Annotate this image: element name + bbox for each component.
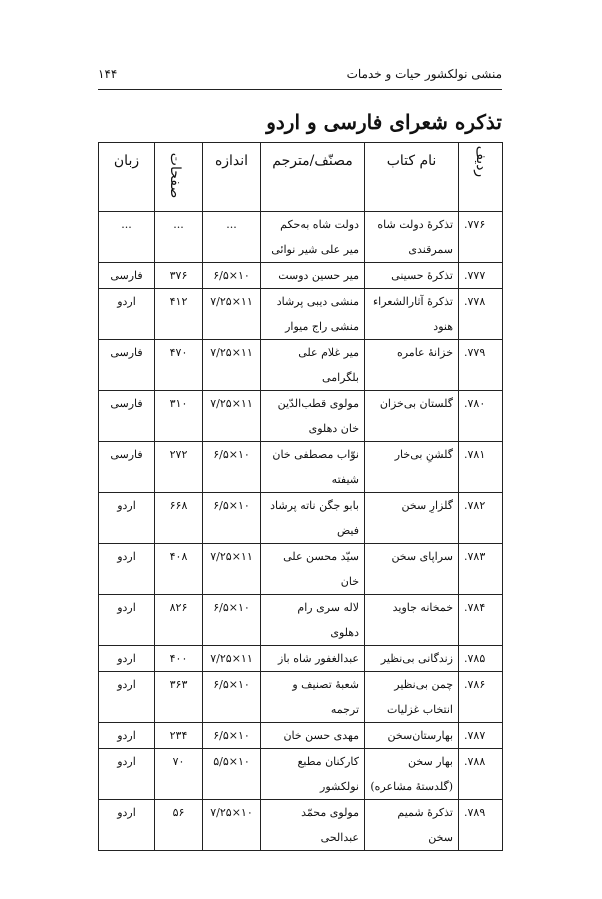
- catalog-table: [98, 142, 503, 851]
- table-row: [99, 672, 503, 723]
- header-size: اندازه: [203, 143, 261, 212]
- book-language: فارسی: [99, 263, 155, 289]
- table-row: [99, 646, 503, 672]
- page-count: ۲۳۴: [155, 723, 203, 749]
- row-number: ۷۷۸.: [459, 289, 503, 340]
- row-number: ۷۷۹.: [459, 340, 503, 391]
- table-row: [99, 493, 503, 544]
- book-size: ۷/۲۵×۱۱: [203, 646, 261, 672]
- page-count: ۳۶۳: [155, 672, 203, 723]
- book-language: اردو: [99, 493, 155, 544]
- row-number: ۷۸۶.: [459, 672, 503, 723]
- row-number: ۷۸۵.: [459, 646, 503, 672]
- author-name: میر غلام علی بلگرامی: [261, 340, 365, 391]
- author-name: بابو جگن ناته پرشاد فیض: [261, 493, 365, 544]
- author-name: شعبهٔ تصنیف و ترجمه: [261, 672, 365, 723]
- page-count: ۸۲۶: [155, 595, 203, 646]
- row-number: ۷۸۲.: [459, 493, 503, 544]
- row-number: ۷۷۶.: [459, 212, 503, 263]
- table-row: [99, 800, 503, 851]
- book-title: بهار سخن (گلدستهٔ مشاعره): [365, 749, 459, 800]
- table-row: [99, 442, 503, 493]
- book-title: بهارستان‌سخن: [365, 723, 459, 749]
- page-count: ۴۰۸: [155, 544, 203, 595]
- page-count: ۶۶۸: [155, 493, 203, 544]
- book-language: اردو: [99, 672, 155, 723]
- book-title: تذکرهٔ دولت شاه سمرقندی: [365, 212, 459, 263]
- row-number: ۷۷۷.: [459, 263, 503, 289]
- book-title: زندگانی بی‌نظیر: [365, 646, 459, 672]
- table-row: [99, 723, 503, 749]
- book-size: ۷/۲۵×۱۱: [203, 391, 261, 442]
- book-language: فارسی: [99, 442, 155, 493]
- book-size: ۷/۲۵×۱۱: [203, 289, 261, 340]
- book-language: فارسی: [99, 391, 155, 442]
- row-number: ۷۸۸.: [459, 749, 503, 800]
- header-language: زبان: [99, 143, 155, 212]
- book-size: ۶/۵×۱۰: [203, 595, 261, 646]
- page-count: ۵۶: [155, 800, 203, 851]
- book-size: ۵/۵×۱۰: [203, 749, 261, 800]
- book-language: ...: [99, 212, 155, 263]
- author-name: کارکنان مطبع نولکشور: [261, 749, 365, 800]
- table-row: [99, 263, 503, 289]
- book-size: ۶/۵×۱۰: [203, 672, 261, 723]
- book-title: خمخانه جاوید: [365, 595, 459, 646]
- book-size: ۷/۲۵×۱۰: [203, 800, 261, 851]
- book-size: ۶/۵×۱۰: [203, 723, 261, 749]
- table-row: [99, 340, 503, 391]
- book-language: فارسی: [99, 340, 155, 391]
- author-name: مولوی محمّد عبدالحی: [261, 800, 365, 851]
- book-language: اردو: [99, 749, 155, 800]
- table-header-row: [99, 143, 503, 212]
- header-author: مصنّف/مترجم: [261, 143, 365, 212]
- book-language: اردو: [99, 595, 155, 646]
- row-number: ۷۸۳.: [459, 544, 503, 595]
- row-number: ۷۸۷.: [459, 723, 503, 749]
- row-number: ۷۸۱.: [459, 442, 503, 493]
- table-row: [99, 391, 503, 442]
- book-title: گلزارِ سخن: [365, 493, 459, 544]
- author-name: لاله سری رام دهلوی: [261, 595, 365, 646]
- header-rule: [98, 89, 502, 90]
- book-title: تذکرهٔ شمیم سخن: [365, 800, 459, 851]
- page-count: ۳۱۰: [155, 391, 203, 442]
- book-size: ...: [203, 212, 261, 263]
- book-size: ۷/۲۵×۱۱: [203, 340, 261, 391]
- page-count: ۷۰: [155, 749, 203, 800]
- table-row: [99, 749, 503, 800]
- author-name: نوّاب مصطفی خان شیفته: [261, 442, 365, 493]
- row-number: ۷۸۴.: [459, 595, 503, 646]
- page-count: ۴۷۰: [155, 340, 203, 391]
- running-title: منشی نولکشور حیات و خدمات: [346, 67, 502, 81]
- author-name: عبدالغفور شاه باز: [261, 646, 365, 672]
- book-title: تذکرهٔ حسینی: [365, 263, 459, 289]
- header-title: نام کتاب: [365, 143, 459, 212]
- table-row: [99, 289, 503, 340]
- book-title: چمن بی‌نظیر انتخاب غزلیات: [365, 672, 459, 723]
- book-size: ۶/۵×۱۰: [203, 442, 261, 493]
- running-head: [98, 66, 502, 82]
- table-row: [99, 212, 503, 263]
- page-count: ۲۷۲: [155, 442, 203, 493]
- book-title: تذکرهٔ آثارالشعراء هنود: [365, 289, 459, 340]
- author-name: مولوی قطب‌الدّین خان دهلوی: [261, 391, 365, 442]
- page-count: ۴۰۰: [155, 646, 203, 672]
- book-size: ۷/۲۵×۱۱: [203, 544, 261, 595]
- book-title: گلشنِ بی‌خار: [365, 442, 459, 493]
- author-name: دولت شاه به‌حکم میر علی شیر نوائی: [261, 212, 365, 263]
- table-row: [99, 544, 503, 595]
- row-number: ۷۸۰.: [459, 391, 503, 442]
- page-count: ۴۱۲: [155, 289, 203, 340]
- book-language: اردو: [99, 646, 155, 672]
- page-count: ...: [155, 212, 203, 263]
- table-row: [99, 595, 503, 646]
- page-number: ۱۴۴: [98, 67, 118, 81]
- author-name: سیّد محسن علی خان: [261, 544, 365, 595]
- book-language: اردو: [99, 800, 155, 851]
- book-title: خزانهٔ عامره: [365, 340, 459, 391]
- book-size: ۶/۵×۱۰: [203, 493, 261, 544]
- section-title: تذکره شعرای فارسی و اردو: [266, 110, 502, 134]
- header-pages: صفحات: [155, 143, 203, 212]
- author-name: مهدی حسن خان: [261, 723, 365, 749]
- book-title: گلستان بی‌خزان: [365, 391, 459, 442]
- book-language: اردو: [99, 723, 155, 749]
- book-size: ۶/۵×۱۰: [203, 263, 261, 289]
- page-count: ۳۷۶: [155, 263, 203, 289]
- author-name: منشی دیبی پرشاد منشی راج میوار: [261, 289, 365, 340]
- author-name: میر حسین دوست: [261, 263, 365, 289]
- row-number: ۷۸۹.: [459, 800, 503, 851]
- book-language: اردو: [99, 544, 155, 595]
- book-language: اردو: [99, 289, 155, 340]
- book-title: سراپای سخن: [365, 544, 459, 595]
- header-radif: ردیف: [459, 143, 503, 212]
